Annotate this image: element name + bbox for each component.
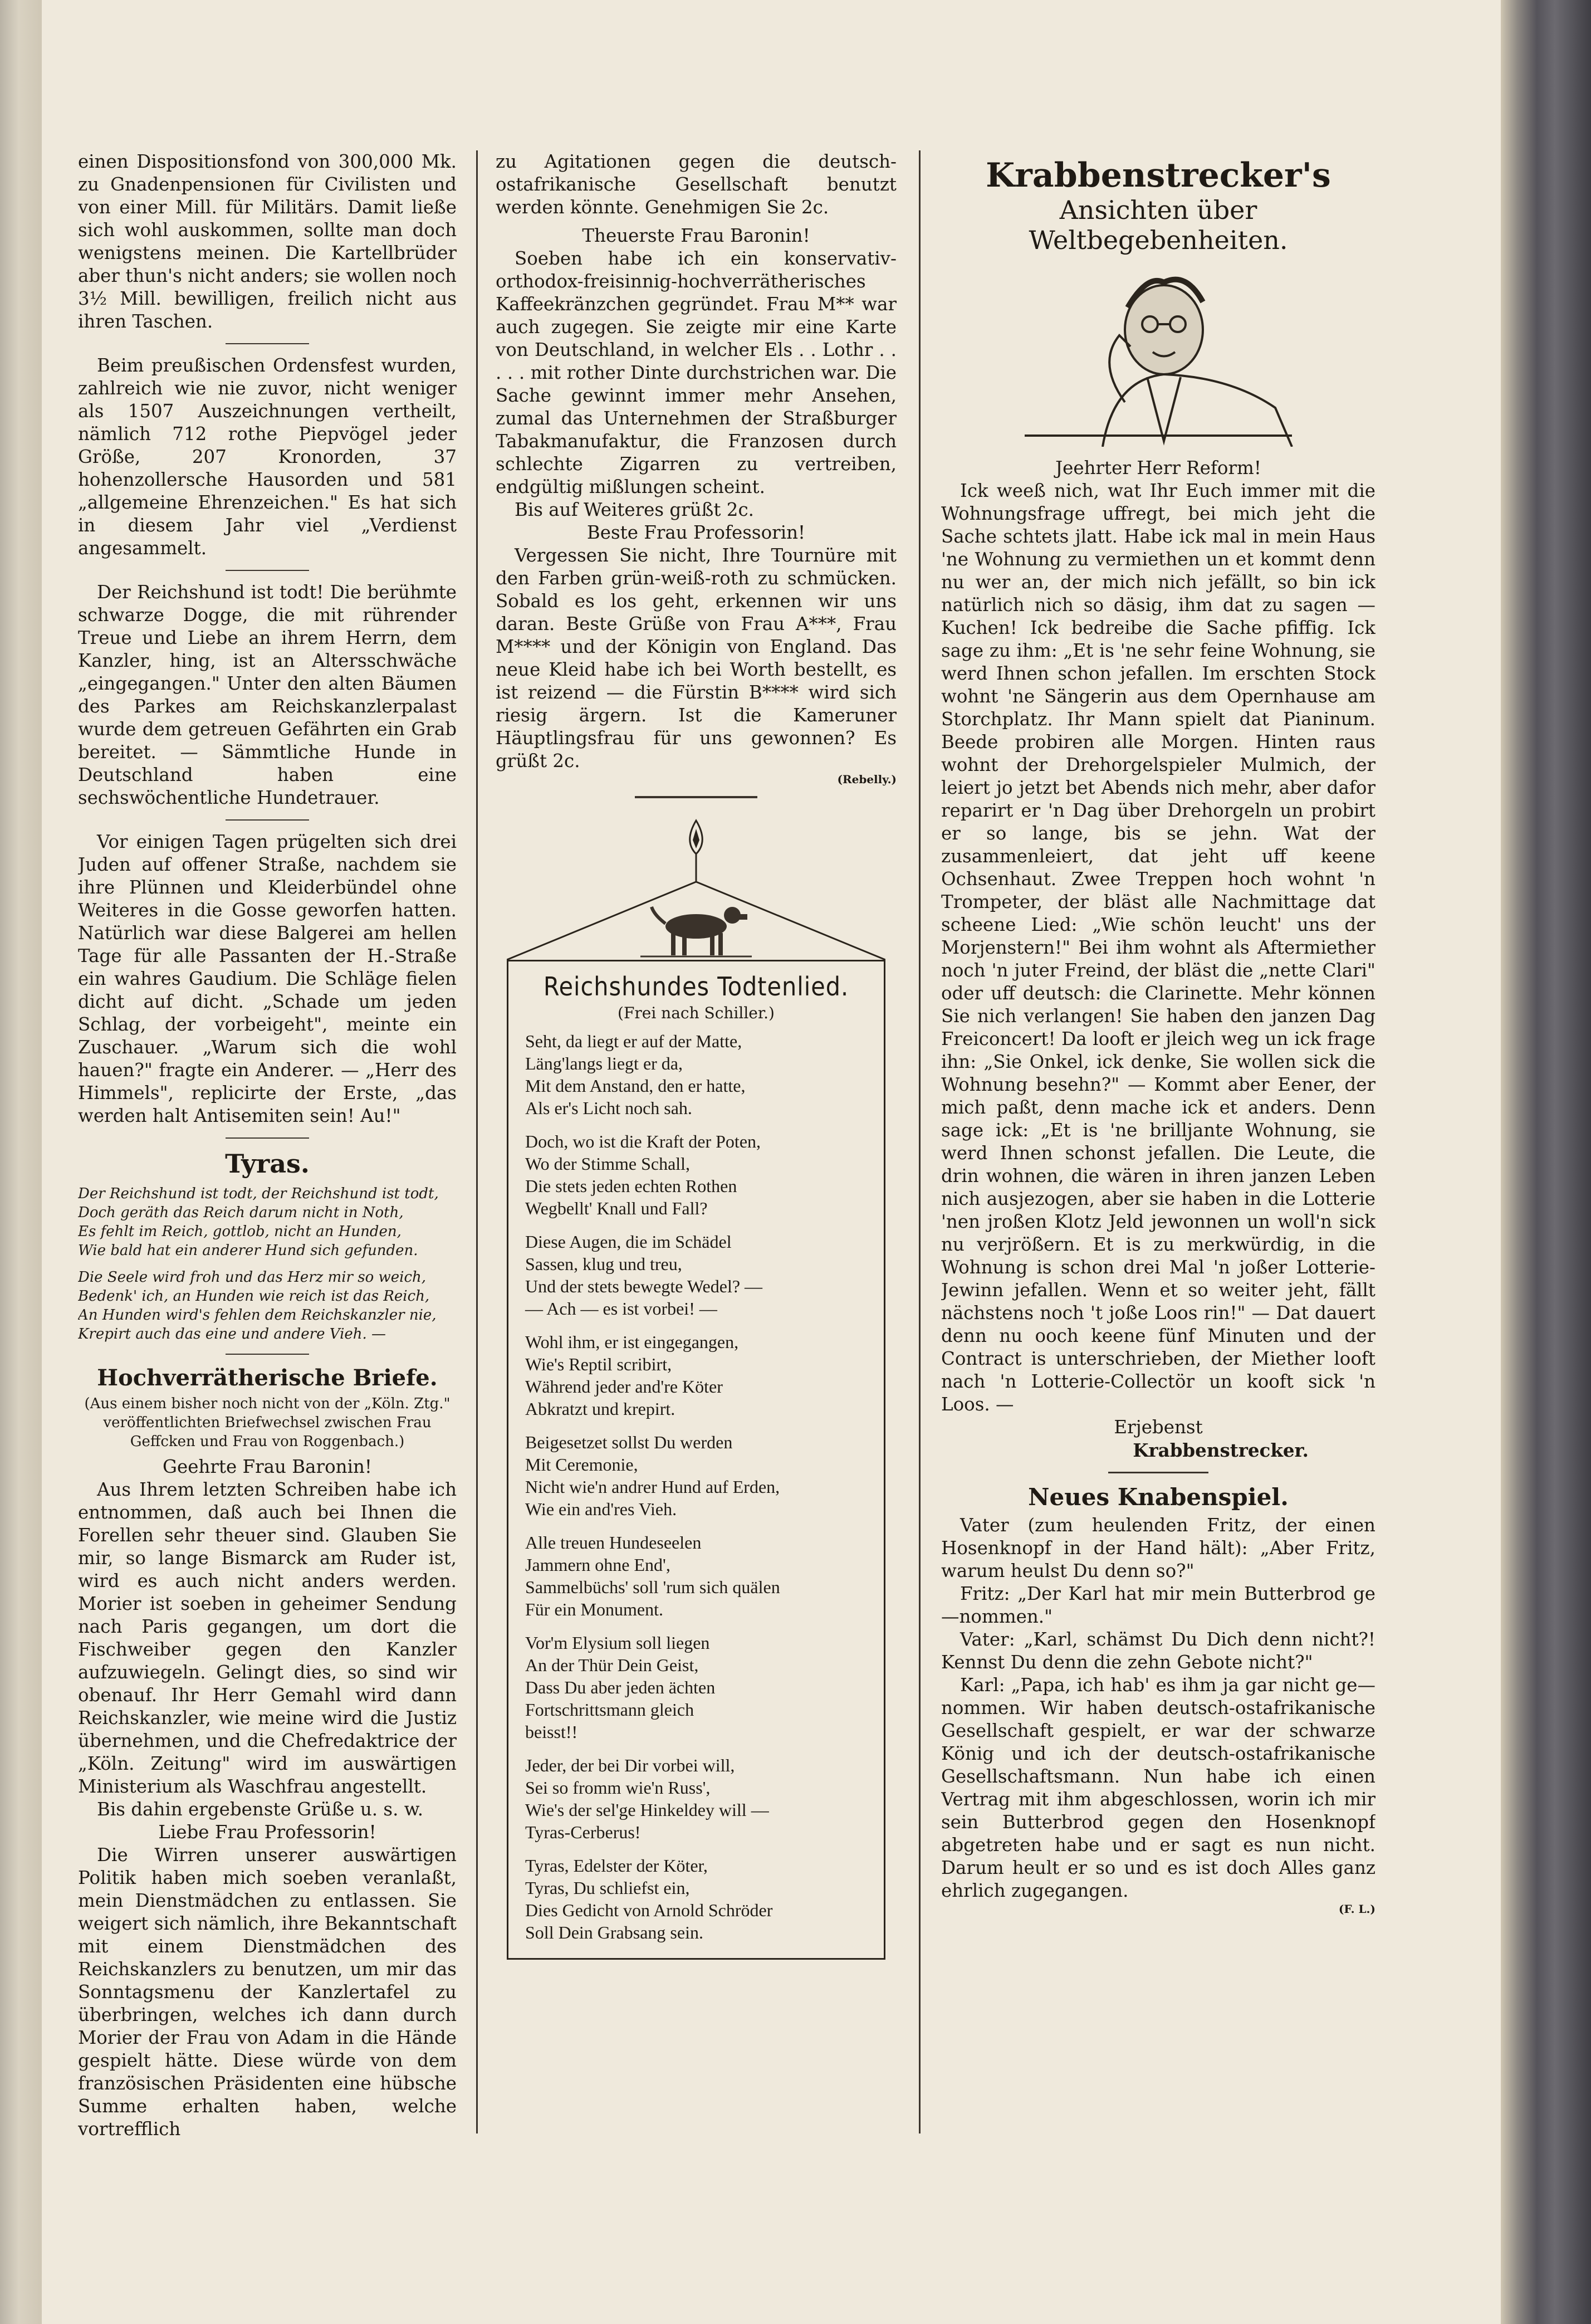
tyras-title: Tyras. (225, 1149, 310, 1179)
stanza (525, 1754, 867, 1843)
roof-ornament-icon (507, 815, 885, 982)
separator (226, 570, 309, 571)
poem-line: Wie bald hat ein anderer Hund sich gefunden. (78, 1242, 418, 1259)
stanza (525, 1130, 867, 1219)
letter-greeting: Jeehrter Herr Reform! (1055, 457, 1261, 479)
briefe-subtitle: (Aus einem bisher noch nicht von der „Köln. Ztg." veröffentlichten Briefwechsel zwischen Frau Geffcken und Frau von Roggenbach.) (84, 1395, 451, 1450)
dialogue-line: Vater: „Karl, schämst Du Dich denn nicht?! Kennst Du denn die zehn Gebote nicht?" (941, 1629, 1375, 1673)
poem-line: Und der stets bewegte Wedel? — (525, 1276, 763, 1296)
poem-line: Tyras, Du schliefst ein, (525, 1878, 690, 1898)
poem-line: Dass Du aber jeden ächten (525, 1677, 716, 1697)
column-title: Krabbenstrecker's (986, 156, 1331, 195)
krabbenstrecker-body: Ick weeß nich, wat Ihr Euch immer mit die Wohnungsfrage uffregt, bei mich jeht die Sache schtets jlatt. Habe ick mal in mein Haus 'ne Wohnung zu vermiethen un et kommt denn nu wer an, der mich nich jefällt, so bin ick natürlich nich so däsig, ihm dat zu sagen — Kuchen! Ick bedreibe die Sache pfiffig. Ick sage zu ihm: „Et is 'ne sehr feine Wohnung, sie werd Ihnen schon jefallen. Im erschten Stock wohnt 'ne Sängerin aus dem Opernhause am Storchplatz. Ihr Mann spielt dat Pianinum. Beede probiren alle Morgen. Hinten raus wohnt der Drehorgelspieler Mulmich, der leiert jo jetzt bet Abends nich mehr, aber dafor reparirt er 'n Dag über Drehorgeln un probirt er so lange, bis se jehn. Wat der zusammenleiert, dat jeht uff keene Ochsenhaut. Zwee Treppen hoch wohnt 'n Trompeter, der bläst alle Nachmittage dat scheene Lied: „Wie schön leucht' uns der Morjenstern!" Bei ihm wohnt als Aftermiether noch 'n juter Freind, der bläst die „nette Clari" oder uff deutsch: die Clarinette. Mehr können Sie nich verlangen! Sie haben den janzen Dag Freiconcert! Da looft er jleich weg un ick frage ihn: „Sie Onkel, ick denke, Sie wollen sick die Wohnung besehn?" — Kommt aber Eener, der mich paßt, denn mache ick et anders. Denn sage ick: „Et is 'ne brilljante Wohnung, sie werd Ihnen schonst jefallen. Die Leute, die drin wohnen, die wären in ihren janzen Leben nich ausjezogen, aber sie haben in die Lotterie 'nen jroßen Klotz Jeld jewonnen un woll'n sick nu verjrößern. Et is zu merkwürdig, in die Wohnung is schon drei Mal 'n joßer Lotterie-Jewinn jefallen. Wenn et so weiter jeht, fällt nächstens noch 't joße Loos rin!" — Dat dauert denn nu ooch keene fünf Minuten und der Contract is unterschrieben, der Miether looft nach 'n Lotterie-Collectör un kooft sick 'n Loos. — (941, 480, 1375, 1415)
poem-line: Beigesetzet sollst Du werden (525, 1432, 733, 1452)
letter-greeting: Theuerste Frau Baronin! (582, 225, 810, 246)
poem-line: Wie's der sel'ge Hinkeldey will — (525, 1800, 769, 1820)
separator (635, 796, 757, 798)
poem-subtitle: (Frei nach Schiller.) (618, 1004, 775, 1022)
dog-icon (640, 907, 752, 956)
book-binding-right (1501, 0, 1591, 2324)
poem-line: Sassen, klug und treu, (525, 1254, 682, 1274)
stanza (525, 1431, 867, 1520)
article-dispositionsfond: einen Dispositionsfond von 300,000 Mk. zu Gnadenpensionen für Civilisten und von einer Mill. für Militärs. Damit ließe sich wohl auskommen, sollte man doch wenigstens meinen. Die Kartellbrüder aber thun's nicht anders; sie wollen noch 3½ Mill. bewilligen, freilich nicht aus ihren Taschen. (78, 151, 457, 332)
letter-closing: Erjebenst (1114, 1417, 1203, 1438)
article-ordensfest: Beim preußischen Ordensfest wurden, zahlreich wie nie zuvor, nicht weniger als 1507 Auszeichnungen vertheilt, nämlich 712 rothe Piepvögel jeder Größe, 207 Kronorden, 37 hohenzollersche Hausorden und 581 „allgemeine Ehrenzeichen." Es hat sich in diesem Jahr viel „Verdienst angesammelt. (78, 355, 457, 559)
poem-line: Jammern ohne End', (525, 1555, 670, 1575)
poem-line: Doch geräth das Reich darum nicht in Noth, (78, 1204, 404, 1221)
letter-greeting: Beste Frau Professorin! (586, 522, 806, 543)
article-reichshund: Der Reichshund ist todt! Die berühmte schwarze Dogge, die mit rührender Treue und Liebe an ihrem Herrn, dem Kanzler, hing, ist an Altersschwäche „eingegangen." Unter den alten Bäumen des Parkes am Reichskanzlerpalast wurde dem getreuen Gefährten ein Grab bereitet. — Sämmtliche Hunde in Deutschland haben eine sechswöchentliche Hundetrauer. (78, 582, 457, 808)
poem-line: An der Thür Dein Geist, (525, 1655, 699, 1675)
column-middle (496, 150, 897, 2291)
poem-line: Tyras, Edelster der Köter, (525, 1856, 708, 1876)
poem-frame (507, 960, 885, 1960)
stanza (525, 1030, 867, 1119)
knabenspiel-title: Neues Knabenspiel. (1028, 1483, 1289, 1511)
letter-body: Die Wirren unserer auswärtigen Politik haben mich soeben veranlaßt, mein Dienstmädchen zu entlassen. Sie weigert sich nämlich, ihre Bekanntschaft mit einem Dienstmädchen des Reichskanzlers zu benutzen, um mir das Sonntagsmenu der Kanzlertafel zu überbringen, welches ich dann durch Morier der Frau von Adam in die Hände gespielt hätte. Diese würde von dem französischen Präsidenten eine hübsche Summe erhalten haben, welche vortrefflich (78, 1844, 457, 2140)
letter-signature: (Rebelly.) (837, 773, 897, 786)
separator (1108, 1472, 1208, 1473)
poem-line: Dies Gedicht von Arnold Schröder (525, 1900, 773, 1920)
column-right (941, 150, 1375, 2291)
poem-line: Sammelbüchs' soll 'rum sich quälen (525, 1577, 780, 1597)
poem-line: Wohl ihm, er ist eingegangen, (525, 1332, 739, 1352)
dialogue-line: Karl: „Papa, ich hab' es ihm ja gar nicht ge—nommen. Wir haben deutsch-ostafrikanische Gesellschaft gespielt, er war der schwarze König und ich der deutsch-ostafrikanische Gesellschaftsmann. Nun habe ich einen Vertrag mit ihm abgeschlossen, worin ich mir sein Butterbrod gegen den Hosenknopf abgetreten habe und er sagt es nun nicht. Darum heult er so und es ist doch Alles ganz ehrlich zugegangen. (941, 1674, 1375, 1901)
poem-line: Diese Augen, die im Schädel (525, 1232, 732, 1252)
dialogue-line: Fritz: „Der Karl hat mir mein Butterbrod ge—nommen." (941, 1583, 1375, 1627)
poem-title: Reichshundes Todtenlied. (543, 971, 849, 1002)
separator (226, 343, 309, 344)
poem-line: beisst!! (525, 1722, 578, 1742)
poem-roof (507, 815, 885, 982)
poem-line: Krepirt auch das eine und andere Vieh. — (78, 1326, 386, 1342)
letter-closing: Bis auf Weiteres grüßt 2c. (515, 499, 754, 520)
stanza (525, 1854, 867, 1944)
letter-body: Soeben habe ich ein konservativ-orthodox-freisinnig-hochverrätherisches Kaffeekränzchen gegründet. Frau M** war auch zugegen. Sie zeigte mir eine Karte von Deutschland, in welcher Els . . Lothr . . . . . mit rother Dinte durchstrichen war. Die Sache gewinnt immer mehr Ansehen, zumal das Unternehmen der Straßburger Tabakmanufaktur, die Franzosen durch schlechte Zigarren zu vertreiben, endgültig mißlungen scheint. (496, 248, 897, 497)
dialogue-line: Vater (zum heulenden Fritz, der einen Hosenknopf in der Hand hält): „Aber Fritz, warum heulst Du denn so?" (941, 1515, 1375, 1581)
poem-line: Seht, da liegt er auf der Matte, (525, 1031, 742, 1051)
column-rule (476, 150, 478, 2133)
poem-line: Doch, wo ist die Kraft der Poten, (525, 1131, 761, 1151)
poem-line: Wegbellt' Knall und Fall? (525, 1198, 708, 1218)
letter-body: zu Agitationen gegen die deutsch-ostafrikanische Gesellschaft benutzt werden könnte. Genehmigen Sie 2c. (496, 151, 897, 218)
book-binding-left (0, 0, 42, 2324)
poem-line: Mit Ceremonie, (525, 1454, 638, 1475)
column-subtitle: Ansichten über Weltbegebenheiten. (1029, 195, 1288, 255)
poem-line: — Ach — es ist vorbei! — (525, 1298, 717, 1319)
letter-body: Aus Ihrem letzten Schreiben habe ich entnommen, daß auch bei Ihnen die Forellen sehr theuer sind. Glauben Sie mir, so lange Bismarck am Ruder ist, wird es auch nicht anders werden. Morier ist soeben in geheimer Sendung nach Paris gegangen, um dort die Fischweiber gegen den Kanzler aufzuwiegeln. Gelingt dies, so sind wir obenauf. Ihr Herr Gemahl wird dann Reichskanzler, wie meine wird die Justiz übernehmen, und die Chefredaktrice der „Köln. Zeitung" wird im auswärtigen Ministerium als Waschfrau angestellt. (78, 1479, 457, 1797)
poem-line: Läng'langs liegt er da, (525, 1053, 683, 1073)
poem-line: Jeder, der bei Dir vorbei will, (525, 1755, 735, 1775)
poem-line: Bedenk' ich, an Hunden wie reich ist das Reich, (78, 1288, 430, 1305)
letter-greeting: Geehrte Frau Baronin! (163, 1456, 372, 1477)
column-left (78, 150, 457, 2291)
separator (226, 1137, 309, 1139)
poem-line: Abkratzt und krepirt. (525, 1399, 675, 1419)
article-juden: Vor einigen Tagen prügelten sich drei Juden auf offener Straße, nachdem sie ihre Plünnen und Kleiderbündel ohne Weiteres in die Gosse geworfen hatten. Natürlich war diese Balgerei am hellen Tage für alle Passanten der H.-Straße ein wahres Gaudium. Die Schläge fielen dicht auf dicht. „Schade um jeden Schlag, der vorbeigeht", meinte ein Zuschauer. „Warum sich die wohl hauen?" fragte ein Anderer. — „Herr des Himmels", replicirte der Erste, „das werden halt Antisemiten sein! Au!" (78, 831, 457, 1126)
poem-line: Mit dem Anstand, den er hatte, (525, 1076, 746, 1096)
poem-line: Wie's Reptil scribirt, (525, 1354, 672, 1374)
letter-greeting: Liebe Frau Professorin! (158, 1822, 376, 1843)
poem-line: Wie ein and'res Vieh. (525, 1499, 677, 1519)
poem-line: Tyras-Cerberus! (525, 1822, 641, 1842)
briefe-title: Hochverrätherische Briefe. (97, 1365, 438, 1391)
stanza (525, 1531, 867, 1620)
poem-line: Es fehlt im Reich, gottlob, nicht an Hunden, (78, 1223, 402, 1240)
poem-box (507, 815, 885, 1960)
poem-line: Sei so fromm wie'n Russ', (525, 1778, 711, 1798)
stanza (525, 1231, 867, 1320)
poem-line: Die Seele wird froh und das Herz mir so weich, (78, 1269, 427, 1286)
poem-line: Für ein Monument. (525, 1599, 663, 1619)
thinking-man-icon (1014, 263, 1303, 447)
poem-line: Die stets jeden echten Rothen (525, 1176, 737, 1196)
poem-line: Fortschrittsmann gleich (525, 1700, 694, 1720)
tyras-poem (78, 1184, 457, 1344)
separator (226, 819, 309, 821)
column-rule (919, 150, 921, 2133)
separator (226, 1354, 309, 1355)
signature: Krabbenstrecker. (1133, 1439, 1309, 1461)
poem-line: Soll Dein Grabsang sein. (525, 1922, 703, 1942)
letter-body: Vergessen Sie nicht, Ihre Tournüre mit den Farben grün-weiß-roth zu schmücken. Sobald es los geht, erkennen wir uns daran. Beste Grüße von Frau A***, Frau M**** und der Königin von England. Das neue Kleid habe ich bei Worth bestellt, es ist reizend — die Fürstin B**** wird sich riesig ärgern. Ist die Kameruner Häuptlingsfrau für uns gewonnen? Es grüßt 2c. (496, 545, 897, 772)
poem-line: Als er's Licht noch sah. (525, 1098, 692, 1118)
poem-stanzas (525, 1030, 867, 1944)
poem-line: An Hunden wird's fehlen dem Reichskanzler nie, (78, 1307, 437, 1324)
poem-line: Wo der Stimme Schall, (525, 1154, 691, 1174)
stanza (525, 1331, 867, 1420)
poem-line: Der Reichshund ist todt, der Reichshund ist todt, (78, 1185, 439, 1202)
letter-closing: Bis dahin ergebenste Grüße u. s. w. (97, 1799, 424, 1820)
poem-line: Nicht wie'n andrer Hund auf Erden, (525, 1477, 780, 1497)
signature: (F. L.) (1338, 1902, 1375, 1916)
poem-line: Alle treuen Hundeseelen (525, 1532, 702, 1552)
poem-line: Während jeder and're Köter (525, 1376, 723, 1397)
stanza (525, 1632, 867, 1743)
poem-line: Vor'm Elysium soll liegen (525, 1633, 710, 1653)
